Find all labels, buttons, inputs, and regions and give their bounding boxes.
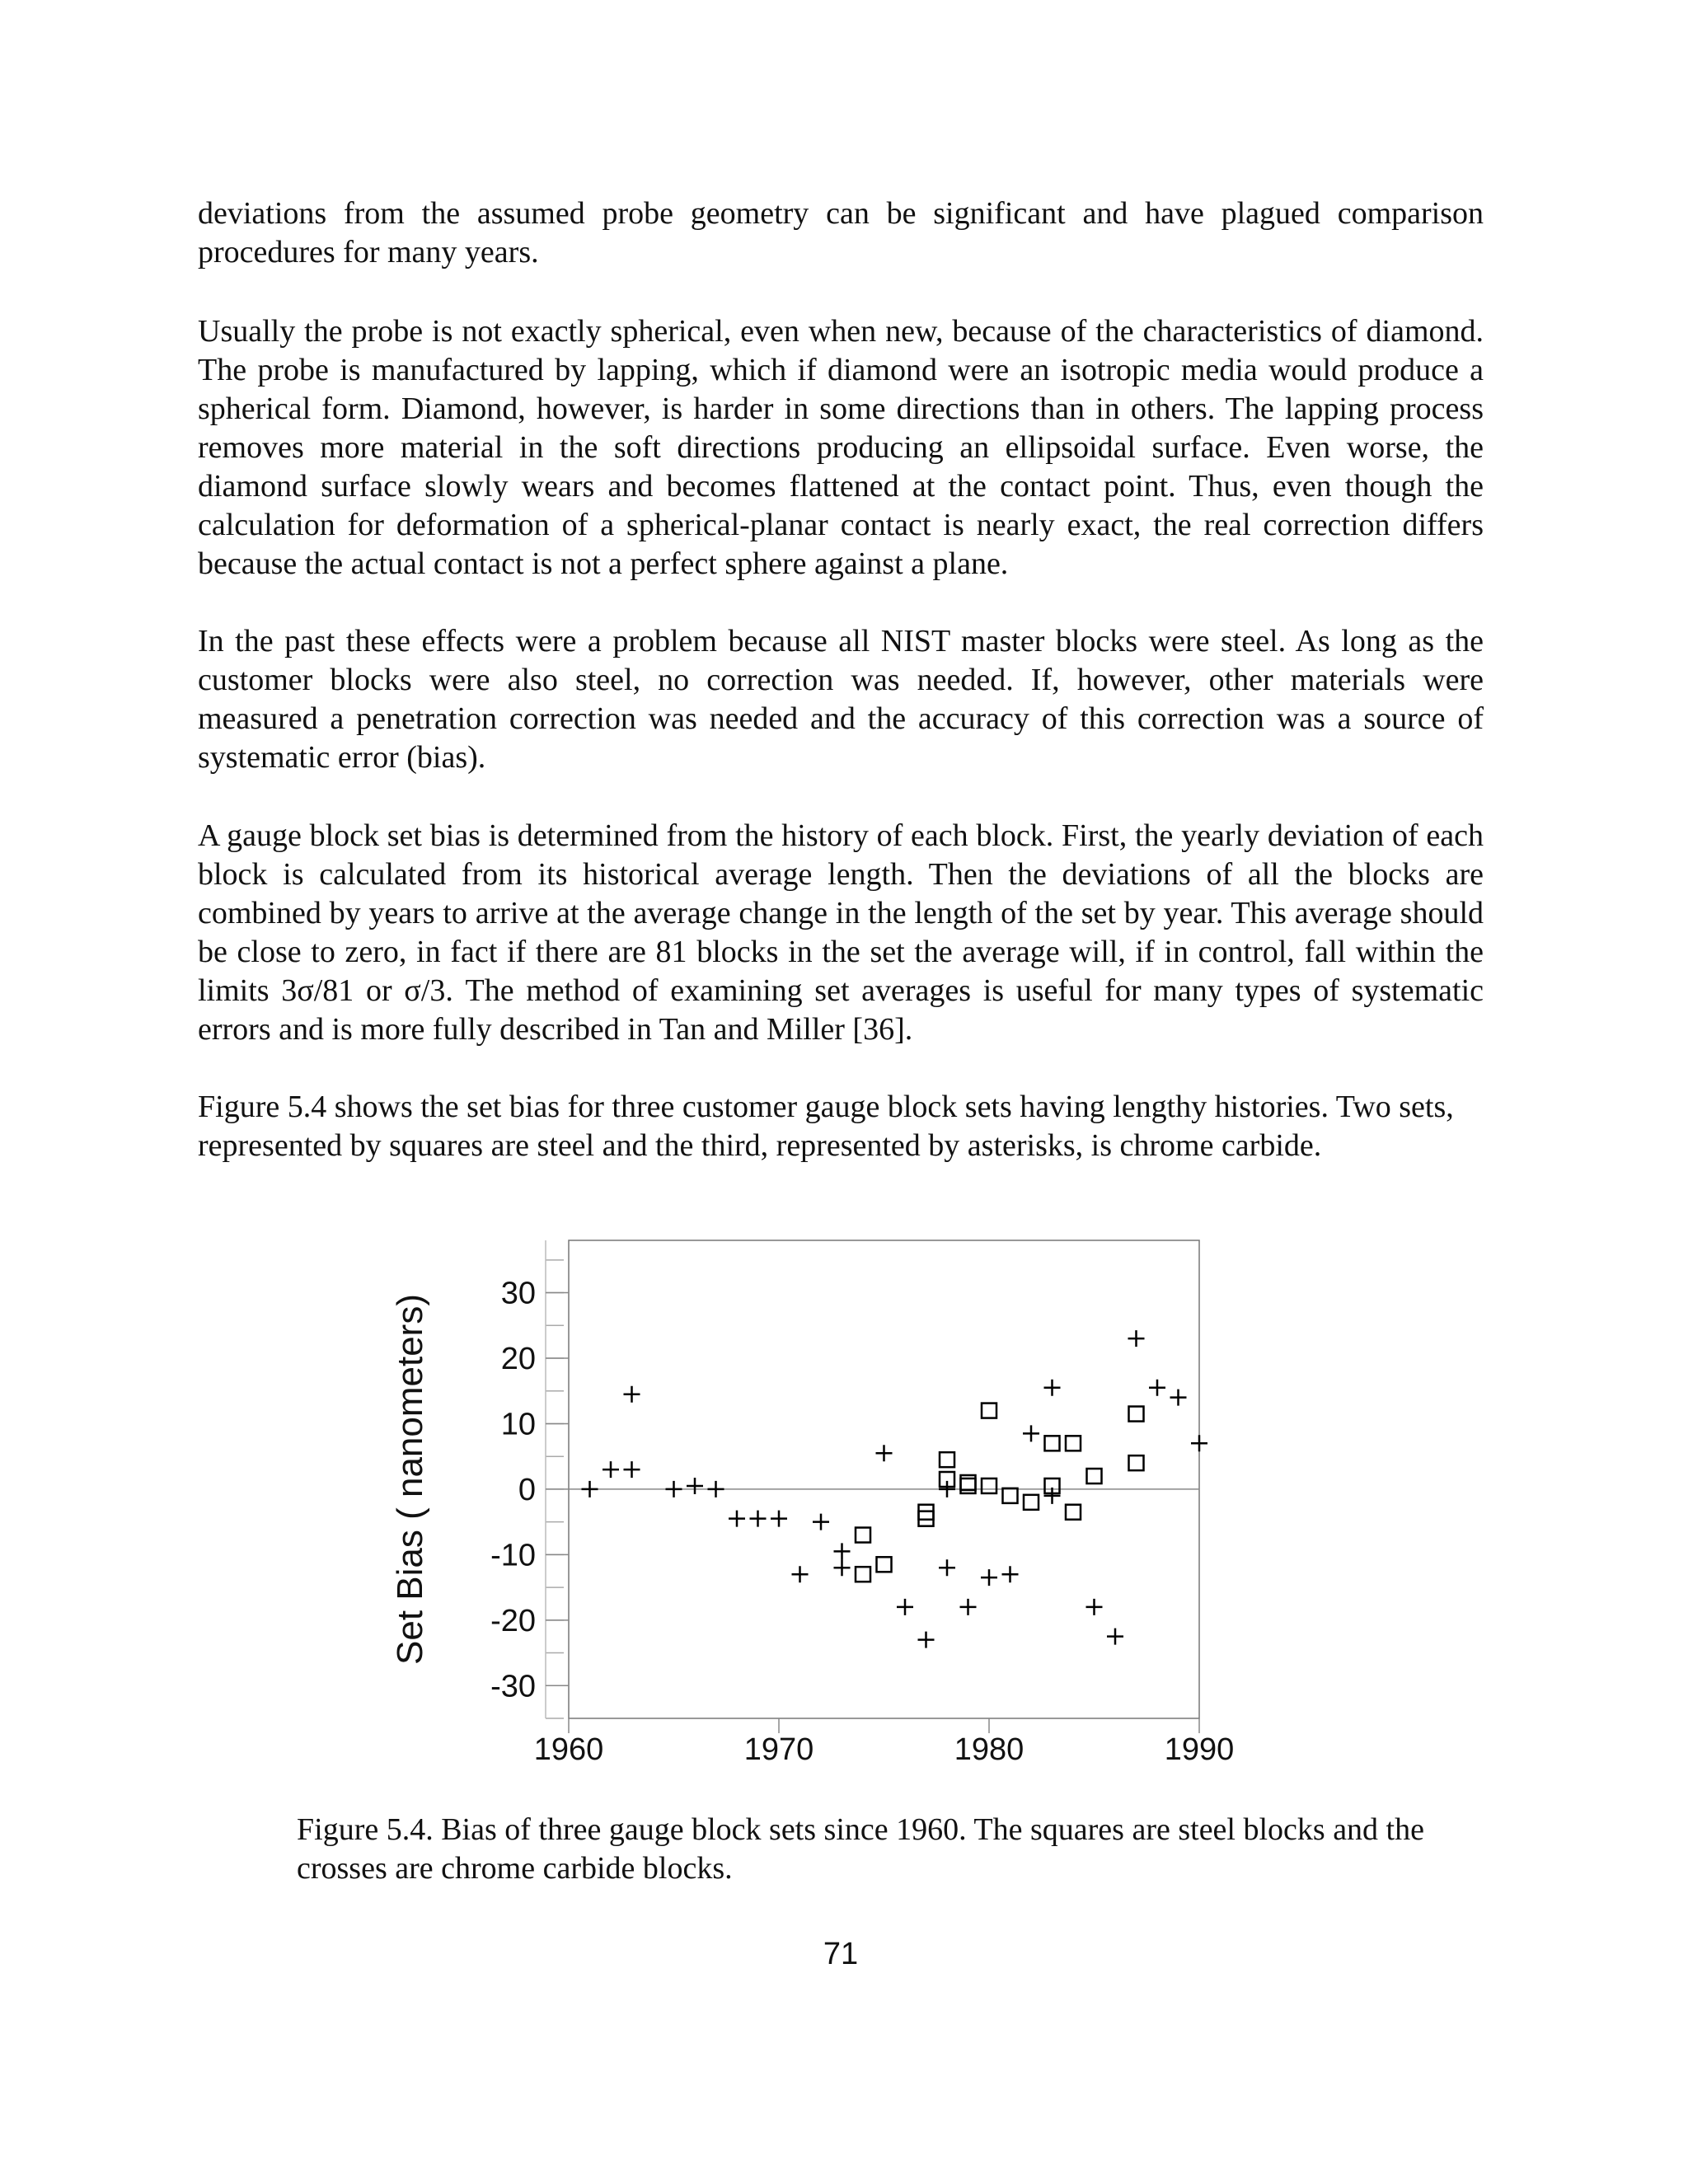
x-tick-label: 1970 <box>743 1732 814 1767</box>
plot-frame <box>569 1240 1199 1718</box>
cross-point <box>729 1511 745 1527</box>
square-point <box>1045 1436 1060 1451</box>
page-number: 71 <box>823 1937 859 1971</box>
cross-point <box>1044 1488 1061 1504</box>
y-axis-minor-ticks <box>546 1240 564 1718</box>
square-point <box>856 1567 870 1582</box>
paragraph-nist-master-blocks: In the past these effects were a problem because all NIST master blocks were steel. As long as the customer blocks were also steel, no correction was needed. If, however, other materials were measured a penetration correction was needed and the accuracy of this correction was a source of systematic error (bias). <box>198 624 1484 775</box>
square-point <box>1087 1469 1102 1483</box>
steel-series <box>856 1404 1144 1582</box>
square-point <box>1024 1495 1039 1510</box>
y-tick-label: -30 <box>490 1669 536 1704</box>
cross-point <box>1086 1599 1103 1615</box>
cross-point <box>750 1511 767 1527</box>
square-point <box>1066 1505 1081 1520</box>
cross-point <box>771 1511 787 1527</box>
square-point <box>856 1528 870 1543</box>
cross-point <box>1128 1330 1145 1347</box>
y-tick-label: 0 <box>518 1472 536 1507</box>
cross-point <box>708 1481 724 1497</box>
square-point <box>1066 1436 1081 1451</box>
square-point <box>940 1452 954 1467</box>
paragraph-probe-shape: Usually the probe is not exactly spherical, even when new, because of the characteristics of diamond. The probe is manufactured by lapping, which if diamond were an isotropic media would produce a spherical form. Diamond, however, is harder in some directions than in others. The lapping process removes more material in the soft directions producing an ellipsoidal surface. Even worse, the diamond surface slowly wears and becomes flattened at the contact point. Thus, even though the calculation for deformation of a spherical-planar contact is nearly exact, the real correction differs because the actual contact is not a perfect sphere against a plane. <box>198 314 1484 581</box>
cross-point <box>897 1599 913 1615</box>
cross-point <box>981 1569 997 1586</box>
x-tick-label: 1960 <box>533 1732 604 1767</box>
cross-point <box>939 1481 955 1497</box>
cross-point <box>1002 1566 1019 1582</box>
cross-point <box>1149 1380 1165 1396</box>
cross-point <box>1191 1435 1207 1451</box>
square-point <box>961 1475 976 1490</box>
square-point <box>982 1404 996 1418</box>
cross-point <box>876 1445 893 1461</box>
cross-point <box>603 1461 619 1478</box>
paragraph-figure-intro: Figure 5.4 shows the set bias for three customer gauge block sets having lengthy histories. Two sets, represented by squares are steel and the third, represented by asterisks, is chrome carbide. <box>198 1090 1454 1163</box>
square-point <box>961 1479 976 1493</box>
cross-point <box>834 1543 851 1559</box>
y-axis-label: Set Bias ( nanometers) <box>390 1294 430 1665</box>
cross-point <box>960 1599 977 1615</box>
cross-point <box>624 1386 640 1403</box>
paragraph-set-bias-method: A gauge block set bias is determined from the history of each block. First, the yearly deviation of each block is calculated from its historical average length. Then the deviations of all the blocks are combined by years to arrive at the average change in the length of the set by year. This average should be close to zero, in fact if there are 81 blocks in the set the average will, if in control, fall within the limits 3σ/81 or σ/3. The method of examining set averages is useful for many types of systematic errors and is more fully described in Tan and Miller [36]. <box>198 818 1484 1047</box>
x-tick-label: 1990 <box>1164 1732 1235 1767</box>
square-point <box>877 1557 892 1572</box>
y-tick-label: 30 <box>500 1276 536 1311</box>
cross-point <box>1170 1390 1187 1406</box>
cross-point <box>666 1481 682 1497</box>
cross-point <box>624 1461 640 1478</box>
cross-point <box>834 1559 851 1576</box>
x-tick-label: 1980 <box>954 1732 1025 1767</box>
y-tick-label: -10 <box>490 1538 536 1573</box>
square-point <box>982 1479 996 1493</box>
cross-point <box>1044 1380 1061 1396</box>
y-tick-label: 20 <box>500 1342 536 1377</box>
y-tick-label: -20 <box>490 1603 536 1638</box>
square-point <box>1129 1455 1144 1470</box>
cross-point <box>1023 1425 1039 1441</box>
figure-caption: Figure 5.4. Bias of three gauge block sets since 1960. The squares are steel blocks and the crosses are chrome carbide blocks. <box>297 1812 1424 1886</box>
cross-point <box>687 1478 703 1494</box>
cross-point <box>939 1559 955 1576</box>
cross-point <box>918 1632 935 1648</box>
y-tick-label: 10 <box>500 1407 536 1442</box>
cross-point <box>792 1566 809 1582</box>
paragraph-probe-geometry: deviations from the assumed probe geometry can be significant and have plagued comparison procedures for many years. <box>198 196 1484 269</box>
square-point <box>1129 1407 1144 1422</box>
cross-point <box>582 1481 598 1497</box>
square-point <box>1003 1488 1018 1503</box>
set-bias-chart <box>379 1228 1261 1797</box>
cross-point <box>1107 1629 1123 1645</box>
x-axis <box>534 1718 1235 1767</box>
cross-point <box>813 1514 829 1530</box>
y-axis <box>490 1277 569 1704</box>
